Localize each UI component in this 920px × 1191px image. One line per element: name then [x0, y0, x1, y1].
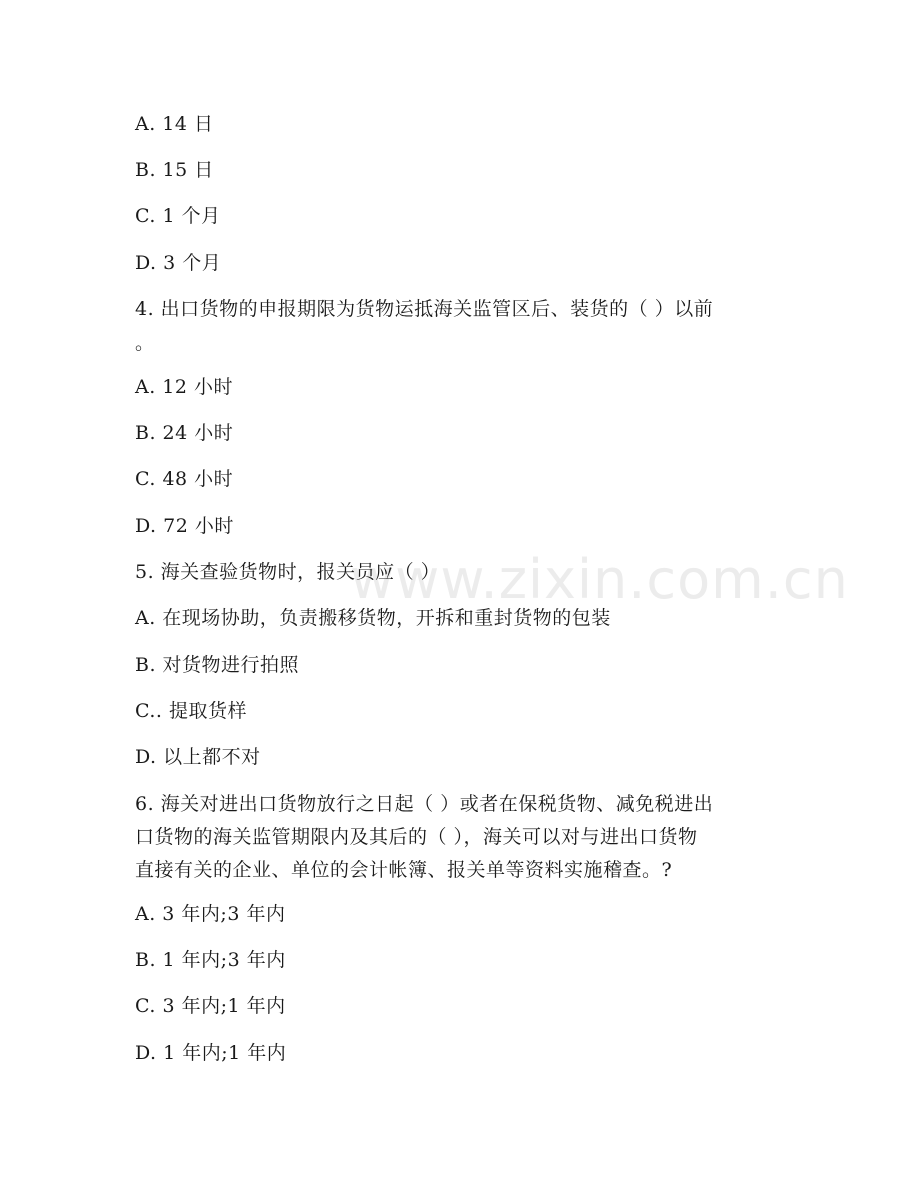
q6-text-line2: 口货物的海关监管期限内及其后的（ ），海关可以对与进出口货物 [135, 826, 698, 848]
watermark: www.zixin.com.cn [350, 548, 849, 611]
q3-option-b: B. 15 日 [135, 159, 214, 181]
q3-option-c: C. 1 个月 [135, 205, 221, 227]
q5-option-a: A. 在现场协助，负责搬移货物，开拆和重封货物的包装 [135, 607, 611, 629]
q6-option-d: D. 1 年内;1 年内 [135, 1042, 287, 1064]
q4-text-line2: 。 [135, 332, 155, 354]
q5-option-d: D. 以上都不对 [135, 746, 261, 768]
q5-text: 5. 海关查验货物时，报关员应（ ） [135, 561, 441, 583]
q4-option-a: A. 12 小时 [135, 376, 234, 398]
q6-option-a: A. 3 年内;3 年内 [135, 903, 286, 925]
q4-option-b: B. 24 小时 [135, 422, 234, 444]
q6-option-c: C. 3 年内;1 年内 [135, 995, 286, 1017]
q4-option-d: D. 72 小时 [135, 515, 234, 537]
q6-text-line3: 直接有关的企业、单位的会计帐簿、报关单等资料实施稽查。? [135, 859, 673, 881]
q6-option-b: B. 1 年内;3 年内 [135, 949, 286, 971]
q4-option-c: C. 48 小时 [135, 468, 234, 490]
q3-option-d: D. 3 个月 [135, 252, 222, 274]
q4-text-line1: 4. 出口货物的申报期限为货物运抵海关监管区后、装货的（ ）以前 [135, 298, 714, 320]
q6-text-line1: 6. 海关对进出口货物放行之日起（ ）或者在保税货物、减免税进出 [135, 793, 714, 815]
q3-option-a: A. 14 日 [135, 113, 214, 135]
q5-option-b: B. 对货物进行拍照 [135, 654, 300, 676]
q5-option-c: C.. 提取货样 [135, 700, 247, 722]
